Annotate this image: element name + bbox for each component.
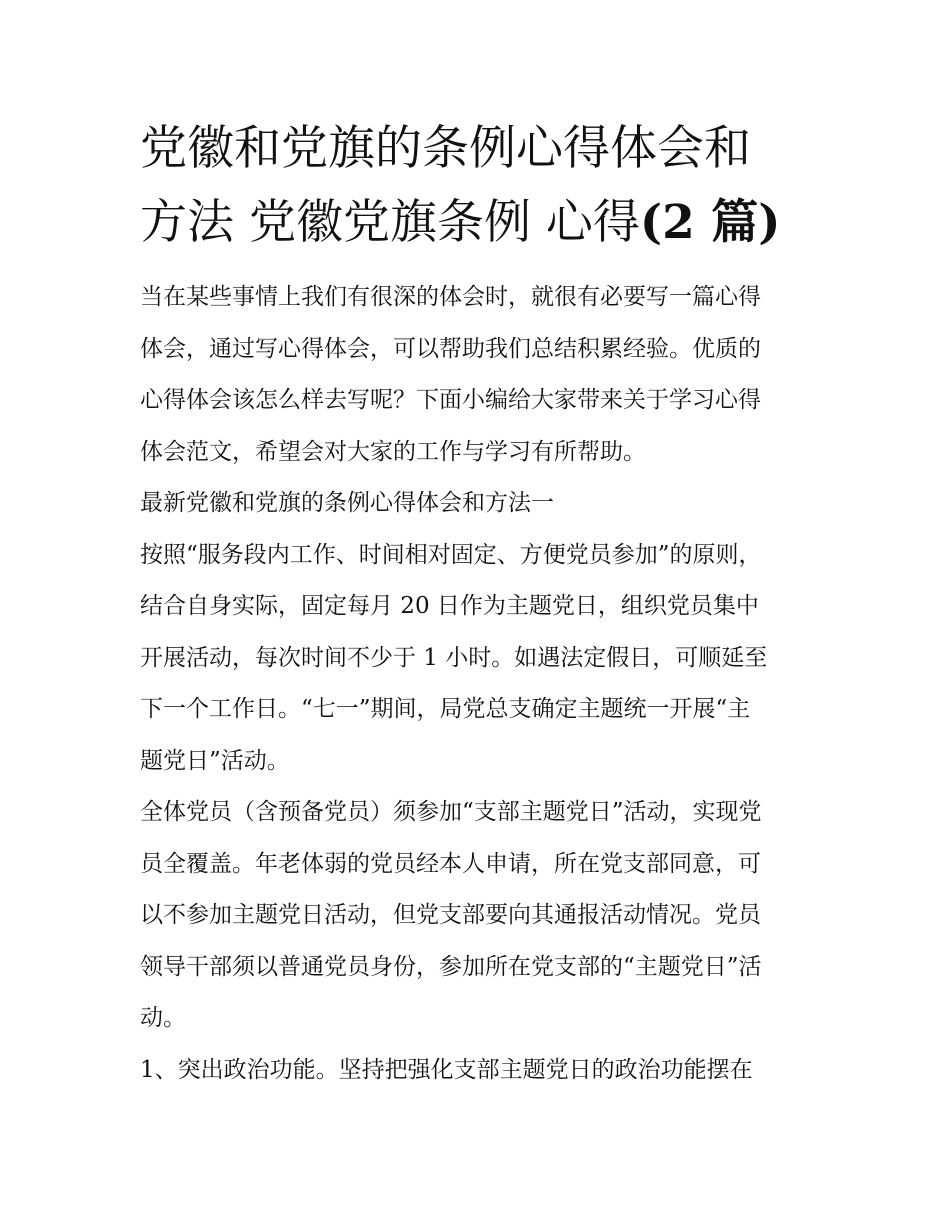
body-line: 1、突出政治功能。坚持把强化支部主题党日的政治功能摆在: [140, 1056, 753, 1083]
document-title: [140, 112, 820, 260]
body-line: 员全覆盖。年老体弱的党员经本人申请，所在党支部同意，可: [140, 850, 761, 877]
body-line: 以不参加主题党日活动，但党支部要向其通报活动情况。党员: [140, 902, 761, 928]
body-line: 体会范文，希望会对大家的工作与学习有所帮助。: [140, 438, 646, 465]
body-line: 按照“服务段内工作、时间相对固定、方便党员参加”的原则，: [140, 541, 762, 568]
title-count: (2 篇): [639, 195, 781, 250]
document-page: [140, 112, 820, 1096]
body-line: 题党日”活动。: [140, 747, 290, 774]
document-body: [140, 272, 820, 1096]
title-line-2: 方法 党徽党旗条例 心得: [140, 195, 640, 250]
body-line: 动。: [140, 1005, 186, 1031]
body-line: 心得体会该怎么样去写呢？下面小编给大家带来关于学习心得: [140, 387, 761, 413]
body-line: 体会，通过写心得体会，可以帮助我们总结积累经验。优质的: [140, 335, 761, 362]
body-line: 下一个工作日。“七一”期间，局党总支确定主题统一开展“主: [140, 696, 751, 722]
body-line: 当在某些事情上我们有很深的体会时，就很有必要写一篇心得: [140, 284, 761, 310]
body-line: 领导干部须以普通党员身份，参加所在党支部的“主题党日”活: [140, 953, 762, 980]
title-line-1: 党徽和党旗的条例心得体会和: [140, 121, 751, 176]
body-line: 全体党员（含预备党员）须参加“支部主题党日”活动，实现党: [140, 799, 762, 825]
body-line: 结合自身实际，固定每月 20 日作为主题党日，组织党员集中: [140, 593, 759, 619]
section-heading: 最新党徽和党旗的条例心得体会和方法一: [140, 490, 554, 516]
body-line: 开展活动，每次时间不少于 1 小时。如遇法定假日，可顺延至: [140, 644, 768, 671]
